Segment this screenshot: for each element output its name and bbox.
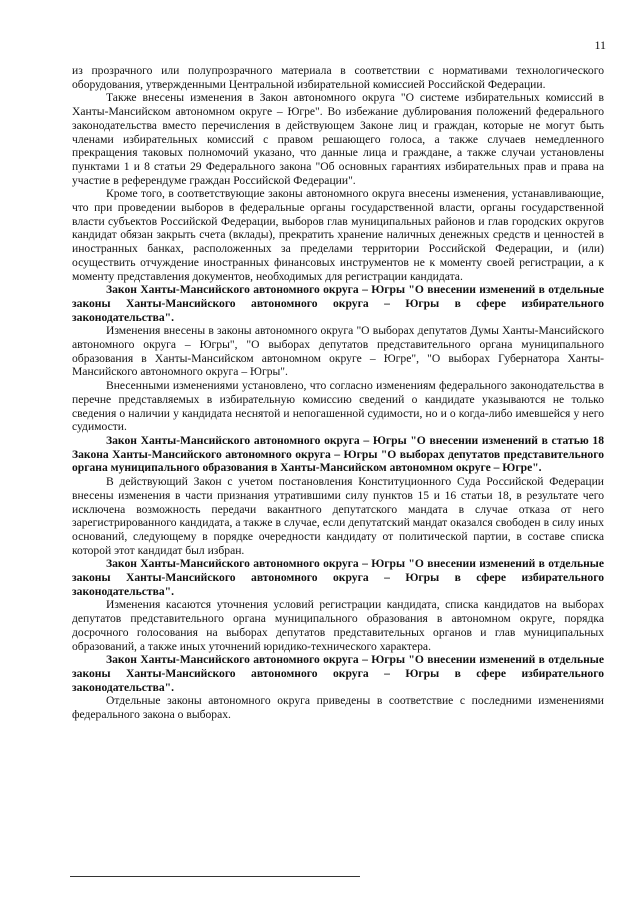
law-heading: Закон Ханты-Мансийского автономного округа – Югры "О внесении изменений в отдельные законы Ханты-Мансийского автономного округа – Югры в сфере избирательного законодательства". <box>72 653 604 694</box>
document-body <box>72 64 604 722</box>
paragraph: Изменения внесены в законы автономного округа "О выборах депутатов Думы Ханты-Мансийского автономного округа – Югры", "О выборах депутатов представительного органа муниципального образования в Ханты-Мансийском автономном округе – Югре", "О выборах Губернатора Ханты-Мансийского автономного округа – Югры". <box>72 324 604 379</box>
paragraph: Внесенными изменениями установлено, что согласно изменениям федерального законодательства в перечне представляемых в избирательную комиссию сведений о кандидате указываются не только сведения о наличии у кандидата неснятой и непогашенной судимости, но и о когда-либо имевшейся у него судимости. <box>72 379 604 434</box>
paragraph: Кроме того, в соответствующие законы автономного округа внесены изменения, устанавливающие, что при проведении выборов в федеральные органы государственной власти, органы государственной власти субъектов Российской Федерации, выборов глав муниципальных районов и глав городских округов кандидат обязан закрыть счета (вклады), прекратить хранение наличных денежных средств и ценностей в иностранных банках, расположенных за пределами территории Российской Федерации, и (или) осуществить отчуждение иностранных финансовых инструментов не к моменту своей регистрации, а к моменту представления документов, необходимых для регистрации кандидата. <box>72 187 604 283</box>
law-heading: Закон Ханты-Мансийского автономного округа – Югры "О внесении изменений в отдельные законы Ханты-Мансийского автономного округа – Югры в сфере избирательного законодательства". <box>72 283 604 324</box>
paragraph: Изменения касаются уточнения условий регистрации кандидата, списка кандидатов на выборах депутатов представительного органа муниципального образования в автономном округе, порядка досрочного голосования на выборах депутатов представительных органов и глав муниципальных образований, а также иных уточнений юридико-технического характера. <box>72 598 604 653</box>
page-number: 11 <box>594 38 606 52</box>
law-heading: Закон Ханты-Мансийского автономного округа – Югры "О внесении изменений в статью 18 Закона Ханты-Мансийского автономного округа – Югры "О выборах депутатов представительного органа муниципального образования в Ханты-Мансийском автономном округе – Югре". <box>72 433 604 475</box>
paragraph: Отдельные законы автономного округа приведены в соответствие с последними изменениями федерального закона о выборах. <box>72 694 604 722</box>
paragraph: Также внесены изменения в Закон автономного округа "О системе избирательных комиссий в Ханты-Мансийском автономном округе – Югре". Во избежание дублирования положений федерального законодательства вместо перечисления в действующем Законе лиц и граждан, которые не могут быть членами избирательных комиссий с правом решающего голоса, а также случаев немедленного прекращения таковых полномочий указано, что данные лица и граждане, а также случаи установлены пунктами 1 и 8 статьи 29 Федерального закона "Об основных гарантиях избирательных прав и права на участие в референдуме граждан Российской Федерации". <box>72 91 604 187</box>
paragraph: из прозрачного или полупрозрачного материала в соответствии с нормативами технологического оборудования, утвержденными Центральной избирательной комиссией Российской Федерации. <box>72 64 604 91</box>
paragraph: В действующий Закон с учетом постановления Конституционного Суда Российской Федерации внесены изменения в части признания утратившими силу пунктов 15 и 16 статьи 18, в результате чего исключена возможность передачи вакантного депутатского мандата в случае отказа от него зарегистрированного кандидата, а также в случае, если депутатский мандат оказался свободен в силу иных оснований, следующему в порядке очередности кандидату от политической партии, в составе списка которой этот кандидат был избран. <box>72 475 604 557</box>
footer-divider <box>70 876 360 877</box>
law-heading: Закон Ханты-Мансийского автономного округа – Югры "О внесении изменений в отдельные законы Ханты-Мансийского автономного округа – Югры в сфере избирательного законодательства". <box>72 557 604 598</box>
